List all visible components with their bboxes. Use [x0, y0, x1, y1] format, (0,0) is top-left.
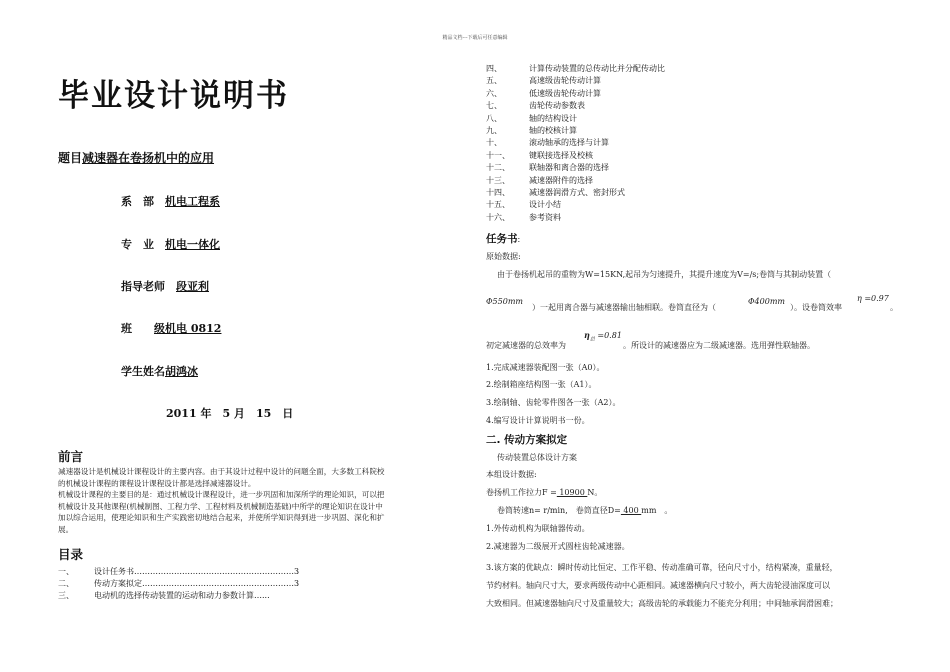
toc-item-text: 齿轮传动参数表: [529, 101, 585, 111]
requirement-item: 1.完成减速器装配图一张（A0）。: [486, 363, 605, 372]
formula: Φ400mm: [748, 297, 785, 306]
task-text-segment: 。: [890, 303, 898, 312]
task-heading-suffix: :: [517, 235, 521, 244]
formula: Φ550mm: [486, 297, 523, 306]
page-header: 精品文档---下载后可任意编辑: [442, 35, 508, 41]
toc-item-text: 键联接选择及校核: [529, 150, 593, 160]
toc-item-number: 一、: [58, 567, 74, 576]
student-line: [121, 363, 198, 379]
drum-line: [497, 505, 672, 516]
task-text-segment: ）一起用离合器与减速器输出轴相联。卷筒直径为（: [532, 303, 716, 312]
preface-body: [58, 466, 385, 535]
scheme-item: [486, 559, 838, 613]
pull-force-unit: N。: [587, 488, 603, 497]
toc-item-text: 滚动轴承的选择与计算: [529, 138, 609, 148]
toc-item[interactable]: [486, 75, 665, 87]
task-text-line: [890, 302, 898, 313]
scheme-data-label: 本组设计数据:: [486, 470, 537, 479]
scheme-subtitle: 传动装置总体设计方案: [497, 453, 577, 462]
toc-item-text: 低速级齿轮传动计算: [529, 88, 601, 98]
task-text-line: [857, 294, 889, 303]
teacher-value: 段亚利: [176, 280, 209, 293]
task-text-line: [486, 297, 523, 306]
toc-item-number: 五、: [486, 76, 502, 86]
major-line: [121, 236, 220, 252]
major-label: 专 业: [121, 238, 154, 251]
date-year: 2011 年: [166, 407, 212, 420]
document-title: 毕业设计说明书: [58, 78, 289, 114]
task-text-line: [623, 340, 815, 351]
task-text-line: [790, 302, 842, 313]
date-day: 15 日: [255, 407, 294, 420]
task-text-segment: 。所设计的减速器应为二级减速器。选用弹性联轴器。: [623, 341, 815, 350]
toc-item[interactable]: [486, 100, 665, 112]
drum-unit: mm 。: [641, 506, 673, 515]
dept-line: [121, 193, 220, 209]
toc-item[interactable]: [58, 590, 270, 601]
task-text-segment: 初定减速器的总效率为: [486, 341, 566, 350]
toc-item-number: 十六、: [486, 212, 510, 222]
major-value: 机电一体化: [165, 238, 220, 251]
requirement-item: 4.编写设计计算说明书一份。: [486, 416, 590, 425]
scheme-item-line: 大致相同。但减速器轴向尺寸及重量较大；高级齿轮的承载能力不能充分利用；中间轴承润滑困难；: [486, 599, 838, 608]
date-month: 5 月: [222, 407, 245, 420]
task-text-line: [584, 330, 622, 343]
toc-item[interactable]: [486, 88, 665, 100]
toc-item[interactable]: [486, 187, 665, 199]
toc-item-number: 四、: [486, 64, 502, 73]
formula: η =0.97: [857, 294, 889, 303]
toc-item-text: 减速器润滑方式、密封形式: [529, 187, 625, 197]
drum-label: 卷筒转速n= r/min, 卷筒直径D=: [497, 506, 621, 515]
scheme-item: 2.减速器为二级展开式圆柱齿轮减速器。: [486, 542, 630, 551]
preface-heading: 前言: [58, 449, 84, 464]
date-line: [166, 405, 293, 421]
right-toc-list: [486, 63, 665, 224]
toc-item-number: 八、: [486, 113, 502, 123]
toc-item[interactable]: [486, 212, 665, 224]
toc-item[interactable]: [486, 150, 665, 162]
formula-value: =0.81: [594, 331, 622, 340]
teacher-line: [121, 278, 209, 294]
toc-item[interactable]: [58, 566, 299, 577]
class-value: 级机电 0812: [154, 322, 222, 335]
toc-item-number: 十、: [486, 138, 502, 148]
task-text-line: [532, 302, 716, 313]
toc-item-number: 十二、: [486, 163, 510, 173]
preface-line: 机械设计课程的主要目的是：通过机械设计课程设计，进一步巩固和加深所学的理论知识，可以把: [58, 490, 385, 499]
dept-value: 机电工程系: [165, 195, 220, 208]
requirement-item: 3.绘制轴、齿轮零件图各一张（A2）。: [486, 398, 621, 407]
task-text-segment: ）。设卷筒效率: [790, 303, 842, 312]
topic-line: [58, 149, 214, 166]
toc-item-text: 设计小结: [529, 200, 561, 210]
toc-item-number: 九、: [486, 125, 502, 135]
scheme-item-line: 节约材料。轴向尺寸大，要求两级传动中心距相同。减速器横向尺寸较小，两大齿轮浸油深度可以: [486, 581, 830, 590]
toc-item[interactable]: [58, 578, 299, 589]
preface-line: 加以综合运用，使理论知识和生产实践密切地结合起来，并使所学知识得到进一步巩固、深化和扩: [58, 513, 385, 522]
toc-item-text: 轴的结构设计: [529, 113, 577, 123]
toc-item-text: 参考资料: [529, 212, 561, 222]
task-heading: [486, 231, 520, 246]
toc-item[interactable]: [486, 162, 665, 174]
dept-label: 系 部: [121, 195, 154, 208]
task-heading-text: 任务书: [486, 233, 518, 245]
toc-item-text: 联轴器和离合器的选择: [529, 163, 609, 173]
toc-item-text: 高速级齿轮传动计算: [529, 76, 601, 86]
preface-line: 机械设计及其他课程(机械制图、工程力学、工程材料及机械制造基础)中所学的理论知识在设计中: [58, 501, 383, 511]
toc-item-number: 六、: [486, 88, 502, 98]
preface-line: 的机械设计课程的课程设计课程设计都是选择减速器设计。: [58, 478, 256, 488]
formula-subscript: 总: [589, 336, 595, 343]
preface-line: 展。: [58, 524, 74, 534]
toc-item-text: 设计任务书……………………………………………………3: [94, 567, 300, 576]
toc-item-number: 七、: [486, 101, 502, 111]
drum-diameter-value: 400: [620, 506, 642, 515]
task-text-line: 由于卷扬机起吊的重物为W=15KN,起吊为匀速提升，其提升速度为V=/s;卷筒与其制动装置（: [497, 270, 832, 279]
student-label: 学生姓名: [121, 365, 165, 378]
toc-item-text: 电动机的选择传动装置的运动和动力参数计算…...: [94, 591, 270, 600]
toc-item-number: 十四、: [486, 187, 510, 197]
toc-heading: 目录: [58, 547, 84, 562]
toc-item-text: 传动方案拟定…………………………………………………3: [94, 579, 300, 588]
toc-item-number: 二、: [58, 579, 74, 588]
teacher-label: 指导老师: [121, 280, 165, 293]
toc-item-text: 轴的校核计算: [529, 125, 577, 135]
toc-item[interactable]: [486, 125, 665, 137]
pull-force-line: [486, 487, 602, 498]
scheme-item-line: 3.该方案的优缺点：瞬时传动比恒定、工作平稳、传动准确可靠，径向尺寸小，结构紧凑，重量轻，: [486, 563, 838, 572]
task-text-line: [748, 297, 785, 306]
toc-item[interactable]: [486, 137, 665, 149]
requirement-item: 2.绘制箱座结构图一张（A1）。: [486, 380, 597, 389]
class-line: [121, 320, 221, 336]
raw-data-label: 原始数据:: [486, 252, 521, 261]
topic-value: 减速器在卷扬机中的应用: [82, 151, 215, 165]
formula: η: [584, 330, 590, 340]
class-label: 班: [121, 322, 132, 335]
toc-item-text: 减速器附件的选择: [529, 175, 593, 185]
toc-item[interactable]: [486, 175, 665, 187]
preface-line: 减速器设计是机械设计课程设计的主要内容。由于其设计过程中设计的问题全面，大多数工科院校: [58, 467, 385, 476]
toc-item-number: 十一、: [486, 150, 510, 160]
toc-item[interactable]: [486, 199, 665, 211]
topic-label: 题目: [58, 151, 83, 165]
scheme-heading: 二. 传动方案拟定: [486, 434, 568, 446]
pull-force-value: 10900: [556, 488, 588, 497]
toc-item-text: 计算传动装置的总传动比并分配传动比: [529, 64, 665, 73]
student-value: 胡鸿冰: [165, 365, 198, 378]
pull-force-label: 卷扬机工作拉力F =: [486, 488, 557, 497]
toc-item[interactable]: [486, 113, 665, 125]
toc-item-number: 三、: [58, 591, 74, 600]
task-text-line: [486, 340, 566, 351]
toc-item-number: 十五、: [486, 200, 510, 210]
toc-item[interactable]: [486, 63, 665, 75]
scheme-item: 1.外传动机构为联轴器传动。: [486, 524, 590, 533]
toc-item-number: 十三、: [486, 175, 510, 185]
